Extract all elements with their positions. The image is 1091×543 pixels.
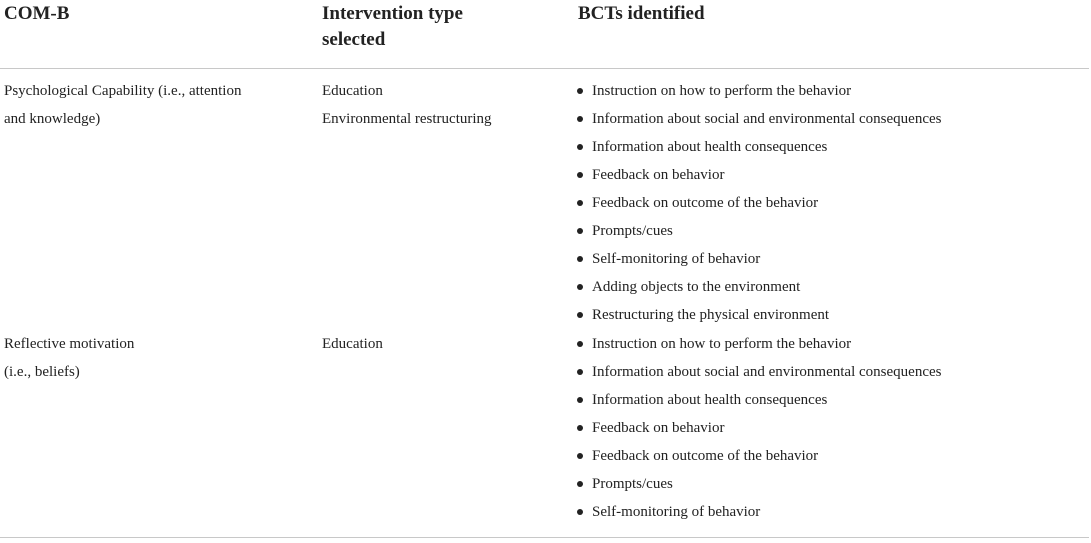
intervention-cell: [322, 330, 562, 358]
bullet-icon: [577, 284, 583, 290]
bct-label: Instruction on how to perform the behavior: [592, 83, 852, 99]
bct-cell: [576, 330, 1086, 526]
bullet-icon: [577, 256, 583, 262]
bct-label: Information about health consequences: [592, 139, 828, 155]
com-b-line: (i.e., beliefs): [4, 364, 80, 380]
com-b-cell: [4, 330, 284, 386]
bct-label: Information about health consequences: [592, 392, 828, 408]
intervention-type: Education: [322, 83, 383, 99]
list-item: [576, 386, 1086, 414]
bullet-icon: [577, 425, 583, 431]
bct-label: Feedback on outcome of the behavior: [592, 195, 819, 211]
list-item: [576, 470, 1086, 498]
bullet-icon: [577, 397, 583, 403]
com-b-line: Reflective motivation: [4, 336, 135, 352]
bct-list: [576, 77, 1086, 329]
bullet-icon: [577, 172, 583, 178]
header-intervention-line-1: Intervention type: [322, 3, 463, 24]
bct-cell: [576, 77, 1086, 329]
table-header: [0, 0, 1089, 69]
bullet-icon: [577, 341, 583, 347]
bct-label: Instruction on how to perform the behavior: [592, 336, 852, 352]
intervention-type: Environmental restructuring: [322, 111, 492, 127]
bct-label: Feedback on behavior: [592, 420, 725, 436]
com-b-line: Psychological Capability (i.e., attention: [4, 83, 242, 99]
bct-label: Prompts/cues: [592, 476, 673, 492]
list-item: [576, 133, 1086, 161]
bullet-icon: [577, 369, 583, 375]
list-item: [576, 161, 1086, 189]
bullet-icon: [577, 453, 583, 459]
list-item: [576, 358, 1086, 386]
list-item: [576, 414, 1086, 442]
bct-label: Information about social and environmental consequences: [592, 111, 942, 127]
list-item: [576, 217, 1086, 245]
bct-list: [576, 330, 1086, 526]
list-item: [576, 301, 1086, 329]
list-item: [576, 77, 1086, 105]
table-bottom-rule: [0, 537, 1089, 538]
bct-label: Self-monitoring of behavior: [592, 504, 761, 520]
bct-label: Information about social and environmental consequences: [592, 364, 942, 380]
bct-label: Feedback on behavior: [592, 167, 725, 183]
intervention-type: Education: [322, 336, 383, 352]
bullet-icon: [577, 509, 583, 515]
bct-label: Prompts/cues: [592, 223, 673, 239]
list-item: [576, 245, 1086, 273]
list-item: [576, 330, 1086, 358]
bullet-icon: [577, 88, 583, 94]
header-bcts-identified: BCTs identified: [578, 3, 705, 24]
bullet-icon: [577, 144, 583, 150]
list-item: [576, 442, 1086, 470]
bullet-icon: [577, 116, 583, 122]
bullet-icon: [577, 481, 583, 487]
list-item: [576, 105, 1086, 133]
bullet-icon: [577, 312, 583, 318]
bct-label: Self-monitoring of behavior: [592, 251, 761, 267]
list-item: [576, 273, 1086, 301]
header-intervention-type: [322, 1, 522, 53]
header-intervention-line-2: selected: [322, 29, 386, 50]
bct-label: Adding objects to the environment: [592, 279, 801, 295]
com-b-cell: [4, 77, 284, 133]
intervention-cell: [322, 77, 562, 133]
list-item: [576, 498, 1086, 526]
bct-label: Feedback on outcome of the behavior: [592, 448, 819, 464]
com-b-line: and knowledge): [4, 111, 101, 127]
bullet-icon: [577, 200, 583, 206]
header-com-b: COM-B: [4, 3, 70, 24]
bct-label: Restructuring the physical environment: [592, 307, 830, 323]
bullet-icon: [577, 228, 583, 234]
list-item: [576, 189, 1086, 217]
